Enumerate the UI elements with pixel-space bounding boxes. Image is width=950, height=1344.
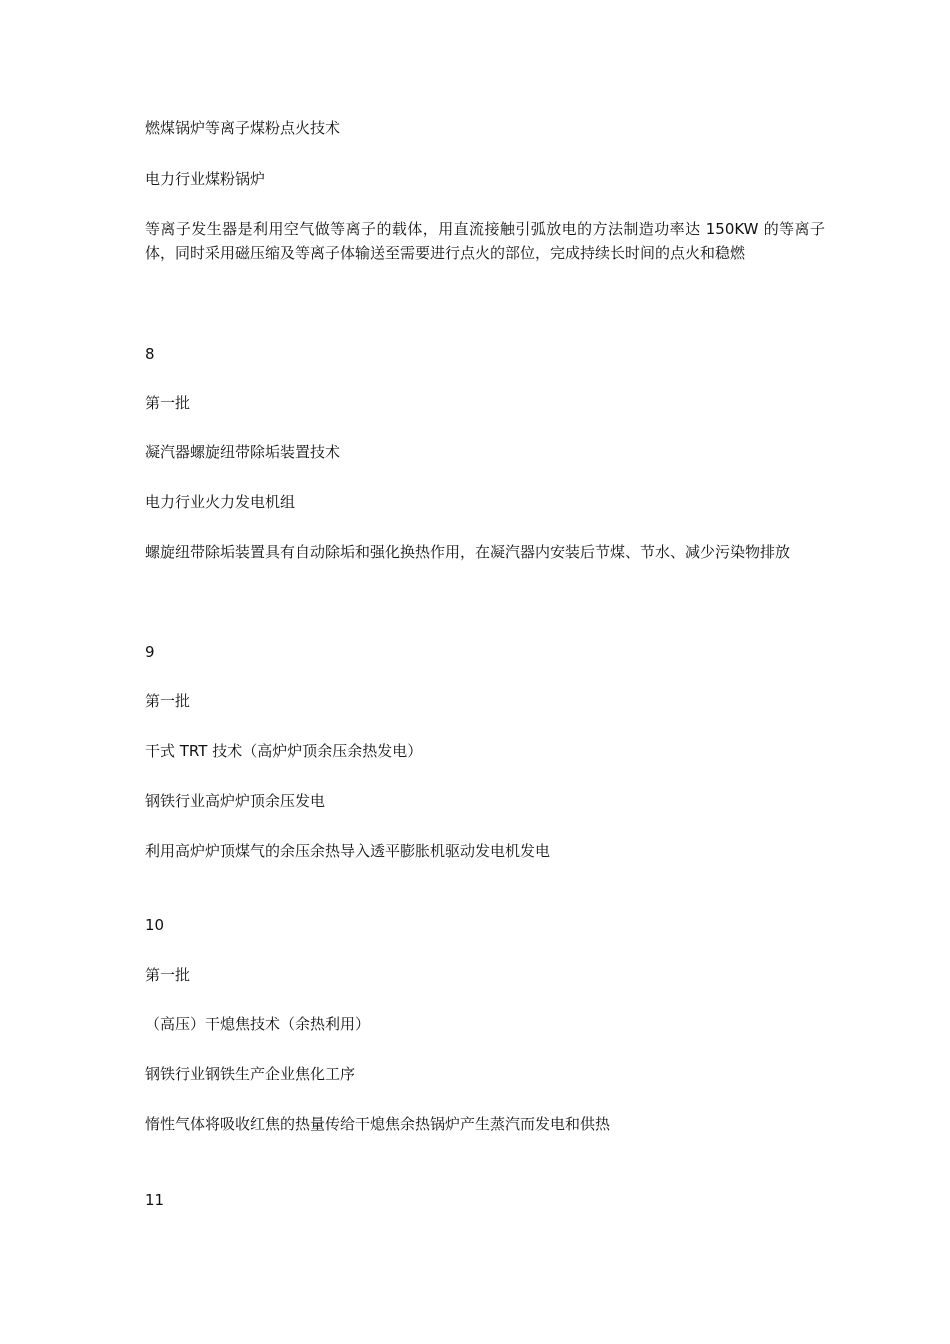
batch-label: 第一批	[145, 692, 191, 710]
item-number: 10	[145, 916, 165, 934]
industry-scope: 钢铁行业钢铁生产企业焦化工序	[145, 1065, 356, 1083]
technology-description: 惰性气体将吸收红焦的热量传给干熄焦余热锅炉产生蒸汽而发电和供热	[145, 1115, 611, 1133]
industry-scope: 钢铁行业高炉炉顶余压发电	[145, 792, 326, 810]
technology-name: （高压）干熄焦技术（余热利用）	[145, 1015, 371, 1033]
batch-label: 第一批	[145, 394, 191, 412]
technology-name: 燃煤锅炉等离子煤粉点火技术	[145, 119, 341, 137]
industry-scope: 电力行业煤粉锅炉	[145, 170, 266, 188]
technology-description: 等离子发生器是利用空气做等离子的载体，用直流接触引弧放电的方法制造功率达 150KW 的等离子体，同时采用磁压缩及等离子体输送至需要进行点火的部位，完成持续长时间的点火和稳燃	[145, 220, 825, 262]
industry-scope: 电力行业火力发电机组	[145, 493, 296, 511]
technology-description: 螺旋纽带除垢装置具有自动除垢和强化换热作用，在凝汽器内安装后节煤、节水、减少污染物排放	[145, 543, 791, 561]
technology-name: 干式 TRT 技术（高炉炉顶余压余热发电）	[145, 742, 423, 760]
item-number: 8	[145, 345, 155, 363]
technology-description: 利用高炉炉顶煤气的余压余热导入透平膨胀机驱动发电机发电	[145, 842, 551, 860]
technology-name: 凝汽器螺旋纽带除垢装置技术	[145, 443, 341, 461]
item-number: 11	[145, 1191, 165, 1209]
item-number: 9	[145, 643, 155, 661]
batch-label: 第一批	[145, 966, 191, 984]
